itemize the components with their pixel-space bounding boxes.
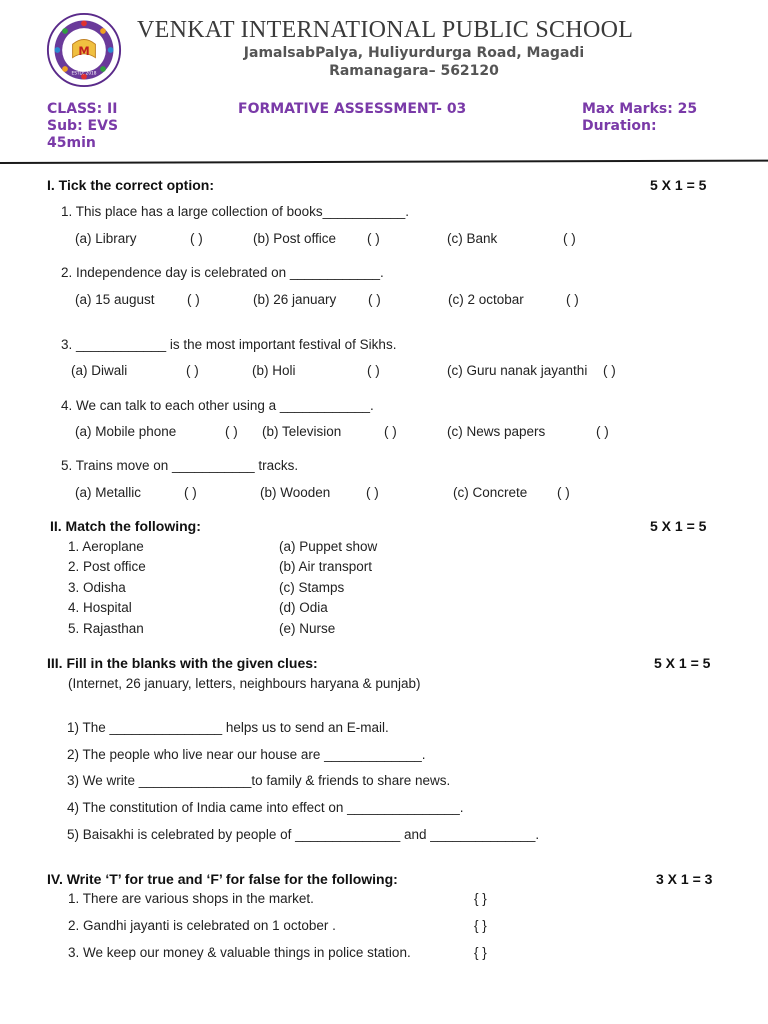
section3-title: III. Fill in the blanks with the given clues: (47, 655, 318, 671)
match-right-item: (a) Puppet show (279, 539, 378, 554)
q1-tick-box-b[interactable]: ( ) (367, 231, 380, 246)
section3-clues: (Internet, 26 january, letters, neighbours haryana & punjab) (68, 676, 421, 691)
q5-tick-box-b[interactable]: ( ) (366, 485, 379, 500)
logo-estd-text: ESTD: 2018 (71, 71, 97, 77)
q3-tick-box-b[interactable]: ( ) (367, 363, 380, 378)
true-false-item: 2. Gandhi jayanti is celebrated on 1 october . (68, 918, 336, 933)
q3-tick-box-a[interactable]: ( ) (186, 363, 199, 378)
match-left-item: 1. Aeroplane (68, 539, 144, 554)
q4-tick-box-b[interactable]: ( ) (384, 424, 397, 439)
q2-option-a: (a) 15 august (75, 292, 155, 307)
true-false-item: 3. We keep our money & valuable things in police station. (68, 945, 411, 960)
class-label: CLASS: II (47, 101, 118, 117)
match-right-item: (e) Nurse (279, 621, 336, 636)
fill-blank-item: 3) We write _______________to family & friends to share news. (67, 773, 451, 788)
q1-option-a: (a) Library (75, 231, 137, 246)
match-right-item: (b) Air transport (279, 559, 373, 574)
section2-title: II. Match the following: (50, 518, 201, 534)
question-2: 2. Independence day is celebrated on ____________. (61, 265, 384, 280)
q2-tick-box-b[interactable]: ( ) (368, 292, 381, 307)
true-false-answer-box[interactable]: { } (474, 891, 487, 906)
fill-blank-item: 2) The people who live near our house are _____________. (67, 747, 426, 762)
duration-label: Duration: (582, 118, 657, 134)
match-left-item: 5. Rajasthan (68, 621, 144, 636)
address-line-2: Ramanagara– 562120 (329, 63, 499, 79)
match-right-item: (d) Odia (279, 600, 328, 615)
section2-marks: 5 X 1 = 5 (650, 518, 707, 534)
match-left-item: 2. Post office (68, 559, 146, 574)
address-line-1: JamalsabPalya, Huliyurdurga Road, Magadi (243, 45, 585, 61)
q4-option-b: (b) Television (262, 424, 342, 439)
q2-option-b: (b) 26 january (253, 292, 337, 307)
q5-option-a: (a) Metallic (75, 485, 142, 500)
true-false-answer-box[interactable]: { } (474, 918, 487, 933)
subject-label: Sub: EVS (47, 118, 119, 134)
max-marks: Max Marks: 25 (582, 101, 698, 117)
section1-marks: 5 X 1 = 5 (650, 177, 707, 193)
q3-option-c: (c) Guru nanak jayanthi (447, 363, 588, 378)
q2-tick-box-c[interactable]: ( ) (566, 292, 579, 307)
assessment-title: FORMATIVE ASSESSMENT- 03 (238, 101, 467, 117)
section3-marks: 5 X 1 = 5 (654, 655, 711, 671)
section1-title: I. Tick the correct option: (47, 177, 214, 193)
q5-option-c: (c) Concrete (453, 485, 528, 500)
q3-option-a: (a) Diwali (71, 363, 128, 378)
question-1: 1. This place has a large collection of books___________. (61, 204, 409, 219)
question-3: 3. ____________ is the most important festival of Sikhs. (61, 337, 397, 352)
question-5: 5. Trains move on ___________ tracks. (61, 458, 299, 473)
section4-title: IV. Write ‘T’ for true and ‘F’ for false for the following: (47, 871, 398, 887)
q3-tick-box-c[interactable]: ( ) (603, 363, 616, 378)
match-left-item: 3. Odisha (68, 580, 126, 595)
true-false-answer-box[interactable]: { } (474, 945, 487, 960)
fill-blank-item: 4) The constitution of India came into effect on _______________. (67, 800, 464, 815)
true-false-item: 1. There are various shops in the market. (68, 891, 314, 906)
q5-tick-box-a[interactable]: ( ) (184, 485, 197, 500)
q4-tick-box-c[interactable]: ( ) (596, 424, 609, 439)
q2-tick-box-a[interactable]: ( ) (187, 292, 200, 307)
q1-tick-box-a[interactable]: ( ) (190, 231, 203, 246)
q2-option-c: (c) 2 octobar (448, 292, 524, 307)
q5-tick-box-c[interactable]: ( ) (557, 485, 570, 500)
q4-option-c: (c) News papers (447, 424, 546, 439)
school-name: VENKAT INTERNATIONAL PUBLIC SCHOOL (137, 17, 634, 43)
svg-text:M: M (78, 43, 90, 58)
section4-marks: 3 X 1 = 3 (656, 871, 713, 887)
duration-value: 45min (47, 135, 96, 151)
q4-option-a: (a) Mobile phone (75, 424, 177, 439)
q4-tick-box-a[interactable]: ( ) (225, 424, 238, 439)
q5-option-b: (b) Wooden (260, 485, 331, 500)
q1-tick-box-c[interactable]: ( ) (563, 231, 576, 246)
match-right-item: (c) Stamps (279, 580, 345, 595)
q3-option-b: (b) Holi (252, 363, 296, 378)
match-left-item: 4. Hospital (68, 600, 132, 615)
q1-option-c: (c) Bank (447, 231, 498, 246)
fill-blank-item: 5) Baisakhi is celebrated by people of ______________ and ______________. (67, 827, 540, 842)
question-4: 4. We can talk to each other using a ____________. (61, 398, 374, 413)
header-divider (0, 160, 768, 164)
q1-option-b: (b) Post office (253, 231, 337, 246)
fill-blank-item: 1) The _______________ helps us to send an E-mail. (67, 720, 389, 735)
